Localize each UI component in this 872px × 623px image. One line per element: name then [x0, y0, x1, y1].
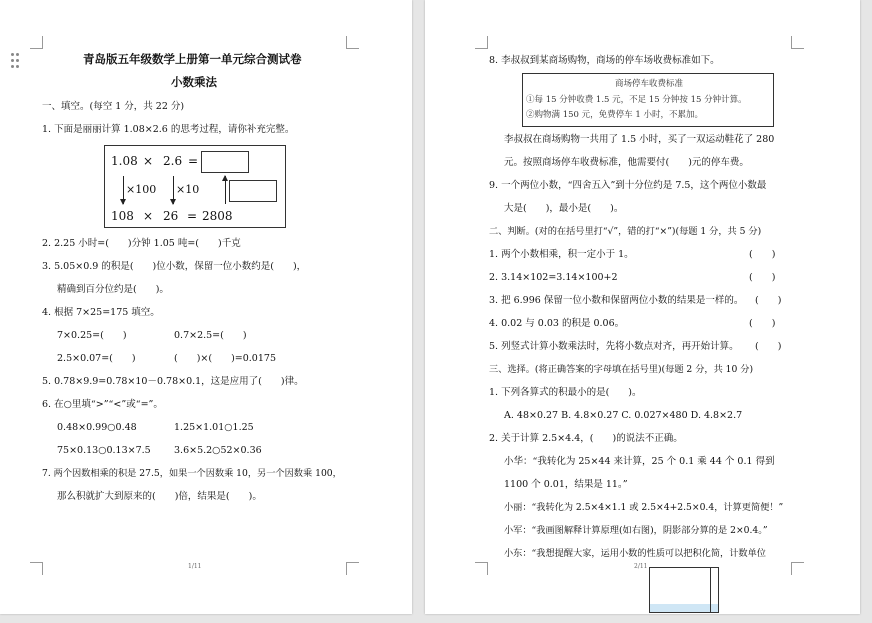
- answer-bracket[interactable]: ( ): [755, 341, 782, 352]
- question-text: 7. 两个因数相乘的积是 27.5，如果一个因数乘 10，另一个因数乘 100，: [42, 468, 342, 479]
- question-text: 8. 李叔叔到某商场购物，商场的停车场收费标准如下。: [489, 55, 720, 66]
- document-subtitle: 小数乘法: [171, 75, 217, 89]
- question-subitem: 7×0.25=( ): [57, 330, 127, 341]
- judgment-item: 2. 3.14×102=3.14×100+2: [489, 272, 618, 283]
- crop-mark: [791, 36, 804, 49]
- statement-line: 小丽：“我转化为 2.5×4×1.1 或 2.5×4+2.5×0.4，计算更简便！”: [504, 502, 784, 513]
- judgment-item: 5. 列竖式计算小数乘法时，先将小数点对齐，再开始计算。: [489, 341, 739, 352]
- question-subitem: 3.6×5.2○52×0.36: [174, 445, 262, 456]
- question-text: 1. 下列各算式的积最小的是( )。: [489, 387, 642, 398]
- crop-mark: [346, 562, 359, 575]
- arrow-label: ×10: [176, 183, 200, 196]
- section-heading: 一、填空。(每空 1 分，共 22 分): [42, 101, 185, 112]
- crop-mark: [791, 562, 804, 575]
- arrow-down-icon: [123, 176, 124, 204]
- question-text: 1. 下面是丽丽计算 1.08×2.6 的思考过程，请你补充完整。: [42, 124, 295, 135]
- question-subitem: 2.5×0.07=( ): [57, 353, 136, 364]
- question-text: 精确到百分位约是( )。: [57, 284, 169, 295]
- crop-mark: [346, 36, 359, 49]
- answer-bracket[interactable]: ( ): [755, 295, 782, 306]
- question-subitem: ( )×( )=0.0175: [174, 353, 276, 364]
- answer-bracket[interactable]: ( ): [749, 272, 776, 283]
- notice-line: ①每 15 分钟收费 1.5 元，不足 15 分钟按 15 分钟计算。: [526, 95, 747, 105]
- question-text: 2. 关于计算 2.5×4.4，( )的说法不正确。: [489, 433, 683, 444]
- answer-box[interactable]: [201, 151, 249, 173]
- section-heading: 二、判断。(对的在括号里打“√”，错的打“×”)(每题 1 分，共 5 分): [489, 226, 762, 237]
- notice-line: ②购物满 150 元，免费停车 1 小时，不累加。: [526, 110, 703, 120]
- arrow-down-icon: [173, 176, 174, 204]
- arrow-label: ×100: [126, 183, 157, 196]
- question-text: 大是( )，最小是( )。: [504, 203, 624, 214]
- calc-result: 2808: [202, 209, 233, 223]
- statement-line: 1100 个 0.01，结果是 11。”: [504, 479, 628, 490]
- calc-number: 2.6: [163, 154, 183, 168]
- answer-box[interactable]: [229, 180, 277, 202]
- judgment-item: 3. 把 6.996 保留一位小数和保留两位小数的结果是一样的。: [489, 295, 744, 306]
- question-subitem: 75×0.13○0.13×7.5: [57, 445, 151, 456]
- question-text: 那么积就扩大到原来的( )倍，结果是( )。: [57, 491, 262, 502]
- question-text: 李叔叔在商场购物一共用了 1.5 小时，买了一双运动鞋花了 280: [504, 134, 775, 145]
- notice-title: 商场停车收费标准: [615, 79, 684, 89]
- grid-line: [710, 568, 711, 612]
- page-number: 1/11: [188, 563, 202, 570]
- arrow-up-icon: [225, 176, 226, 204]
- document-page-1: [0, 0, 412, 614]
- crop-mark: [30, 36, 43, 49]
- grid-figure: [649, 567, 719, 613]
- document-page-2: [425, 0, 860, 614]
- calc-operator: ×: [143, 154, 154, 168]
- crop-mark: [475, 36, 488, 49]
- page-number: 2/11: [634, 563, 648, 570]
- shaded-region: [650, 604, 718, 612]
- calc-number: 26: [163, 209, 179, 223]
- calc-number: 1.08: [111, 154, 138, 168]
- section-heading: 三、选择。(将正确答案的字母填在括号里)(每题 2 分，共 10 分): [489, 364, 754, 375]
- judgment-item: 1. 两个小数相乘，积一定小于 1。: [489, 249, 634, 260]
- judgment-item: 4. 0.02 与 0.03 的积是 0.06。: [489, 318, 625, 329]
- question-text: 5. 0.78×9.9=0.78×10－0.78×0.1，这是应用了( )律。: [42, 376, 304, 387]
- question-text: 4. 根据 7×25=175 填空。: [42, 307, 160, 318]
- answer-bracket[interactable]: ( ): [749, 249, 776, 260]
- crop-mark: [475, 562, 488, 575]
- calc-equals: =: [188, 154, 199, 168]
- statement-line: 小东：“我想提醒大家，运用小数的性质可以把积化简，计数单位: [504, 548, 766, 559]
- question-text: 6. 在○里填“>”“<”或“=”。: [42, 399, 163, 410]
- answer-bracket[interactable]: ( ): [749, 318, 776, 329]
- question-text: 元。按照商场停车收费标准，他需要付( )元的停车费。: [504, 157, 749, 168]
- drag-handle-icon[interactable]: [11, 53, 21, 69]
- crop-mark: [30, 562, 43, 575]
- question-options: A. 48×0.27 B. 4.8×0.27 C. 0.027×480 D. 4.8×2.7: [504, 410, 743, 421]
- calc-number: 108: [111, 209, 134, 223]
- calc-operator: ×: [143, 209, 154, 223]
- question-subitem: 0.7×2.5=( ): [174, 330, 247, 341]
- statement-line: 小华：“我转化为 25×44 来计算，25 个 0.1 乘 44 个 0.1 得到: [504, 456, 775, 467]
- calc-equals: =: [187, 209, 198, 223]
- document-title: 青岛版五年级数学上册第一单元综合测试卷: [83, 52, 302, 66]
- question-subitem: 0.48×0.99○0.48: [57, 422, 137, 433]
- question-text: 2. 2.25 小时=( )分钟 1.05 吨=( )千克: [42, 238, 241, 249]
- statement-line: 小军：“我画图解释计算原理(如右图)，阴影部分算的是 2×0.4。”: [504, 525, 768, 536]
- question-text: 9. 一个两位小数，“四舍五入”到十分位约是 7.5，这个两位小数最: [489, 180, 767, 191]
- question-subitem: 1.25×1.01○1.25: [174, 422, 254, 433]
- question-text: 3. 5.05×0.9 的积是( )位小数，保留一位小数约是( )，: [42, 261, 307, 272]
